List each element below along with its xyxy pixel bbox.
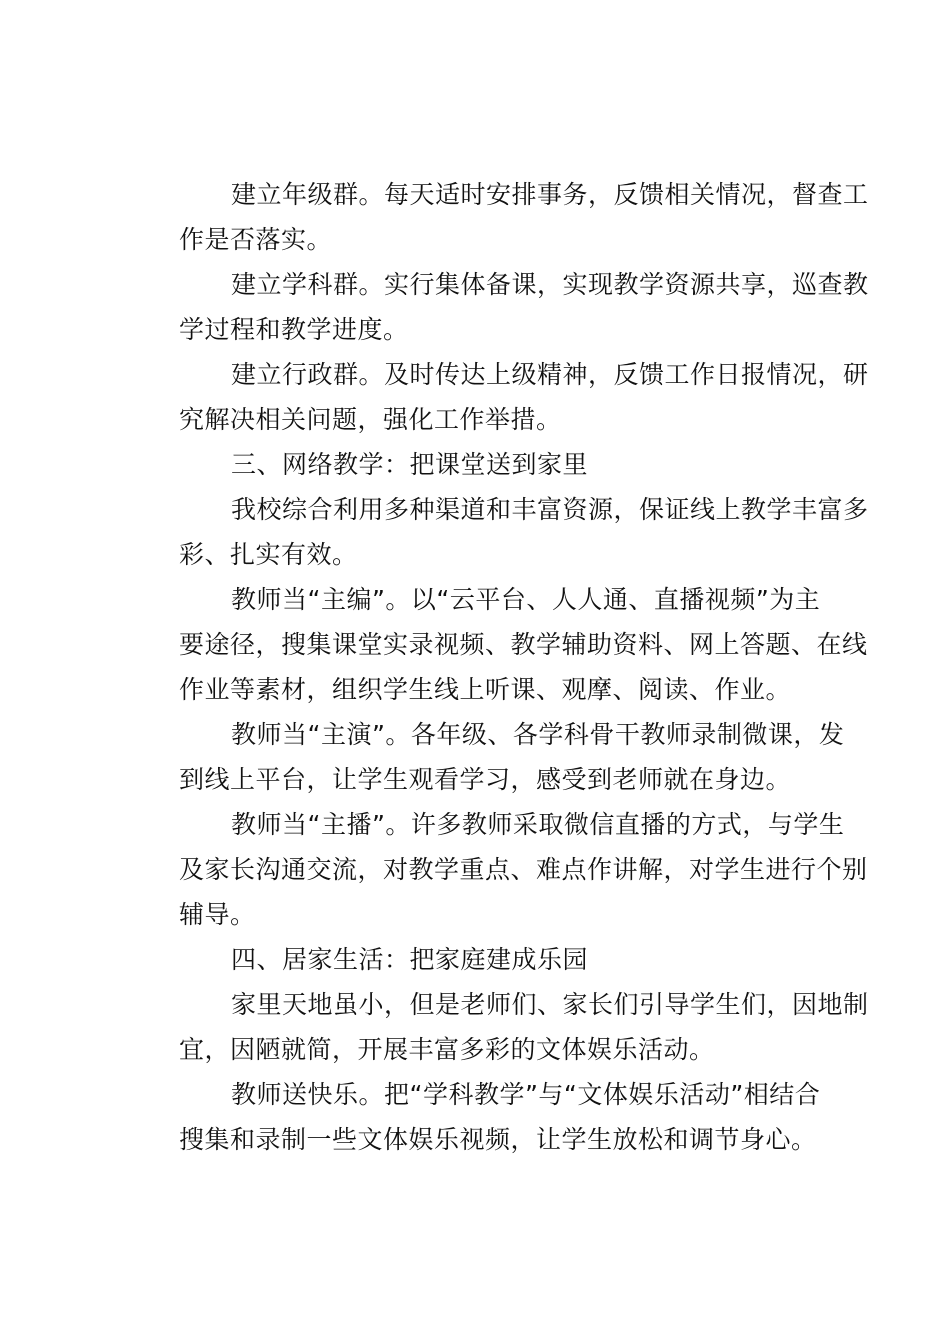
paragraph-admin-group <box>127 352 869 442</box>
text-line: 及家长沟通交流，对教学重点、难点作讲解，对学生进行个别 <box>179 855 868 884</box>
text-line: 四、居家生活：把家庭建成乐园 <box>231 945 589 974</box>
text-line: 我校综合利用多种渠道和丰富资源，保证线上教学丰富多 <box>231 495 869 524</box>
text-line: 辅导。 <box>179 900 256 929</box>
text-line: 教师当“主编”。以“云平台、人人通、直播视频”为主 <box>231 585 821 614</box>
paragraph-grade-group <box>127 172 869 262</box>
text-line: 教师当“主演”。各年级、各学科骨干教师录制微课，发 <box>231 720 845 749</box>
paragraph-home-activities <box>127 982 869 1072</box>
document-body <box>127 172 869 1162</box>
text-line: 搜集和录制一些文体娱乐视频，让学生放松和调节身心。 <box>179 1125 817 1154</box>
text-line: 到线上平台，让学生观看学习，感受到老师就在身边。 <box>179 765 792 794</box>
text-line: 教师送快乐。把“学科教学”与“文体娱乐活动”相结合 <box>231 1080 821 1109</box>
paragraph-teacher-host <box>127 802 868 937</box>
text-line: 建立行政群。及时传达上级精神，反馈工作日报情况，研 <box>231 360 869 389</box>
paragraph-teacher-actor <box>127 712 845 802</box>
text-line: 建立学科群。实行集体备课，实现教学资源共享，巡查教 <box>231 270 869 299</box>
section-heading-online-teaching <box>127 442 832 487</box>
text-line: 作是否落实。 <box>179 225 333 254</box>
text-line: 三、网络教学：把课堂送到家里 <box>231 450 589 479</box>
text-line: 家里天地虽小，但是老师们、家长们引导学生们，因地制 <box>231 990 869 1019</box>
text-line: 学过程和教学进度。 <box>179 315 409 344</box>
paragraph-teacher-joy <box>127 1072 832 1162</box>
text-line: 彩、扎实有效。 <box>179 540 358 569</box>
text-line: 作业等素材，组织学生线上听课、观摩、阅读、作业。 <box>179 675 792 704</box>
paragraph-teacher-editor <box>127 577 868 712</box>
text-line: 究解决相关问题，强化工作举措。 <box>179 405 562 434</box>
text-line: 要途径，搜集课堂实录视频、教学辅助资料、网上答题、在线 <box>179 630 868 659</box>
text-line: 宜，因陋就简，开展丰富多彩的文体娱乐活动。 <box>179 1035 715 1064</box>
section-heading-home-life <box>127 937 832 982</box>
paragraph-resources <box>127 487 869 577</box>
text-line: 教师当“主播”。许多教师采取微信直播的方式，与学生 <box>231 810 845 839</box>
text-line: 建立年级群。每天适时安排事务，反馈相关情况，督查工 <box>231 180 869 209</box>
paragraph-subject-group <box>127 262 869 352</box>
